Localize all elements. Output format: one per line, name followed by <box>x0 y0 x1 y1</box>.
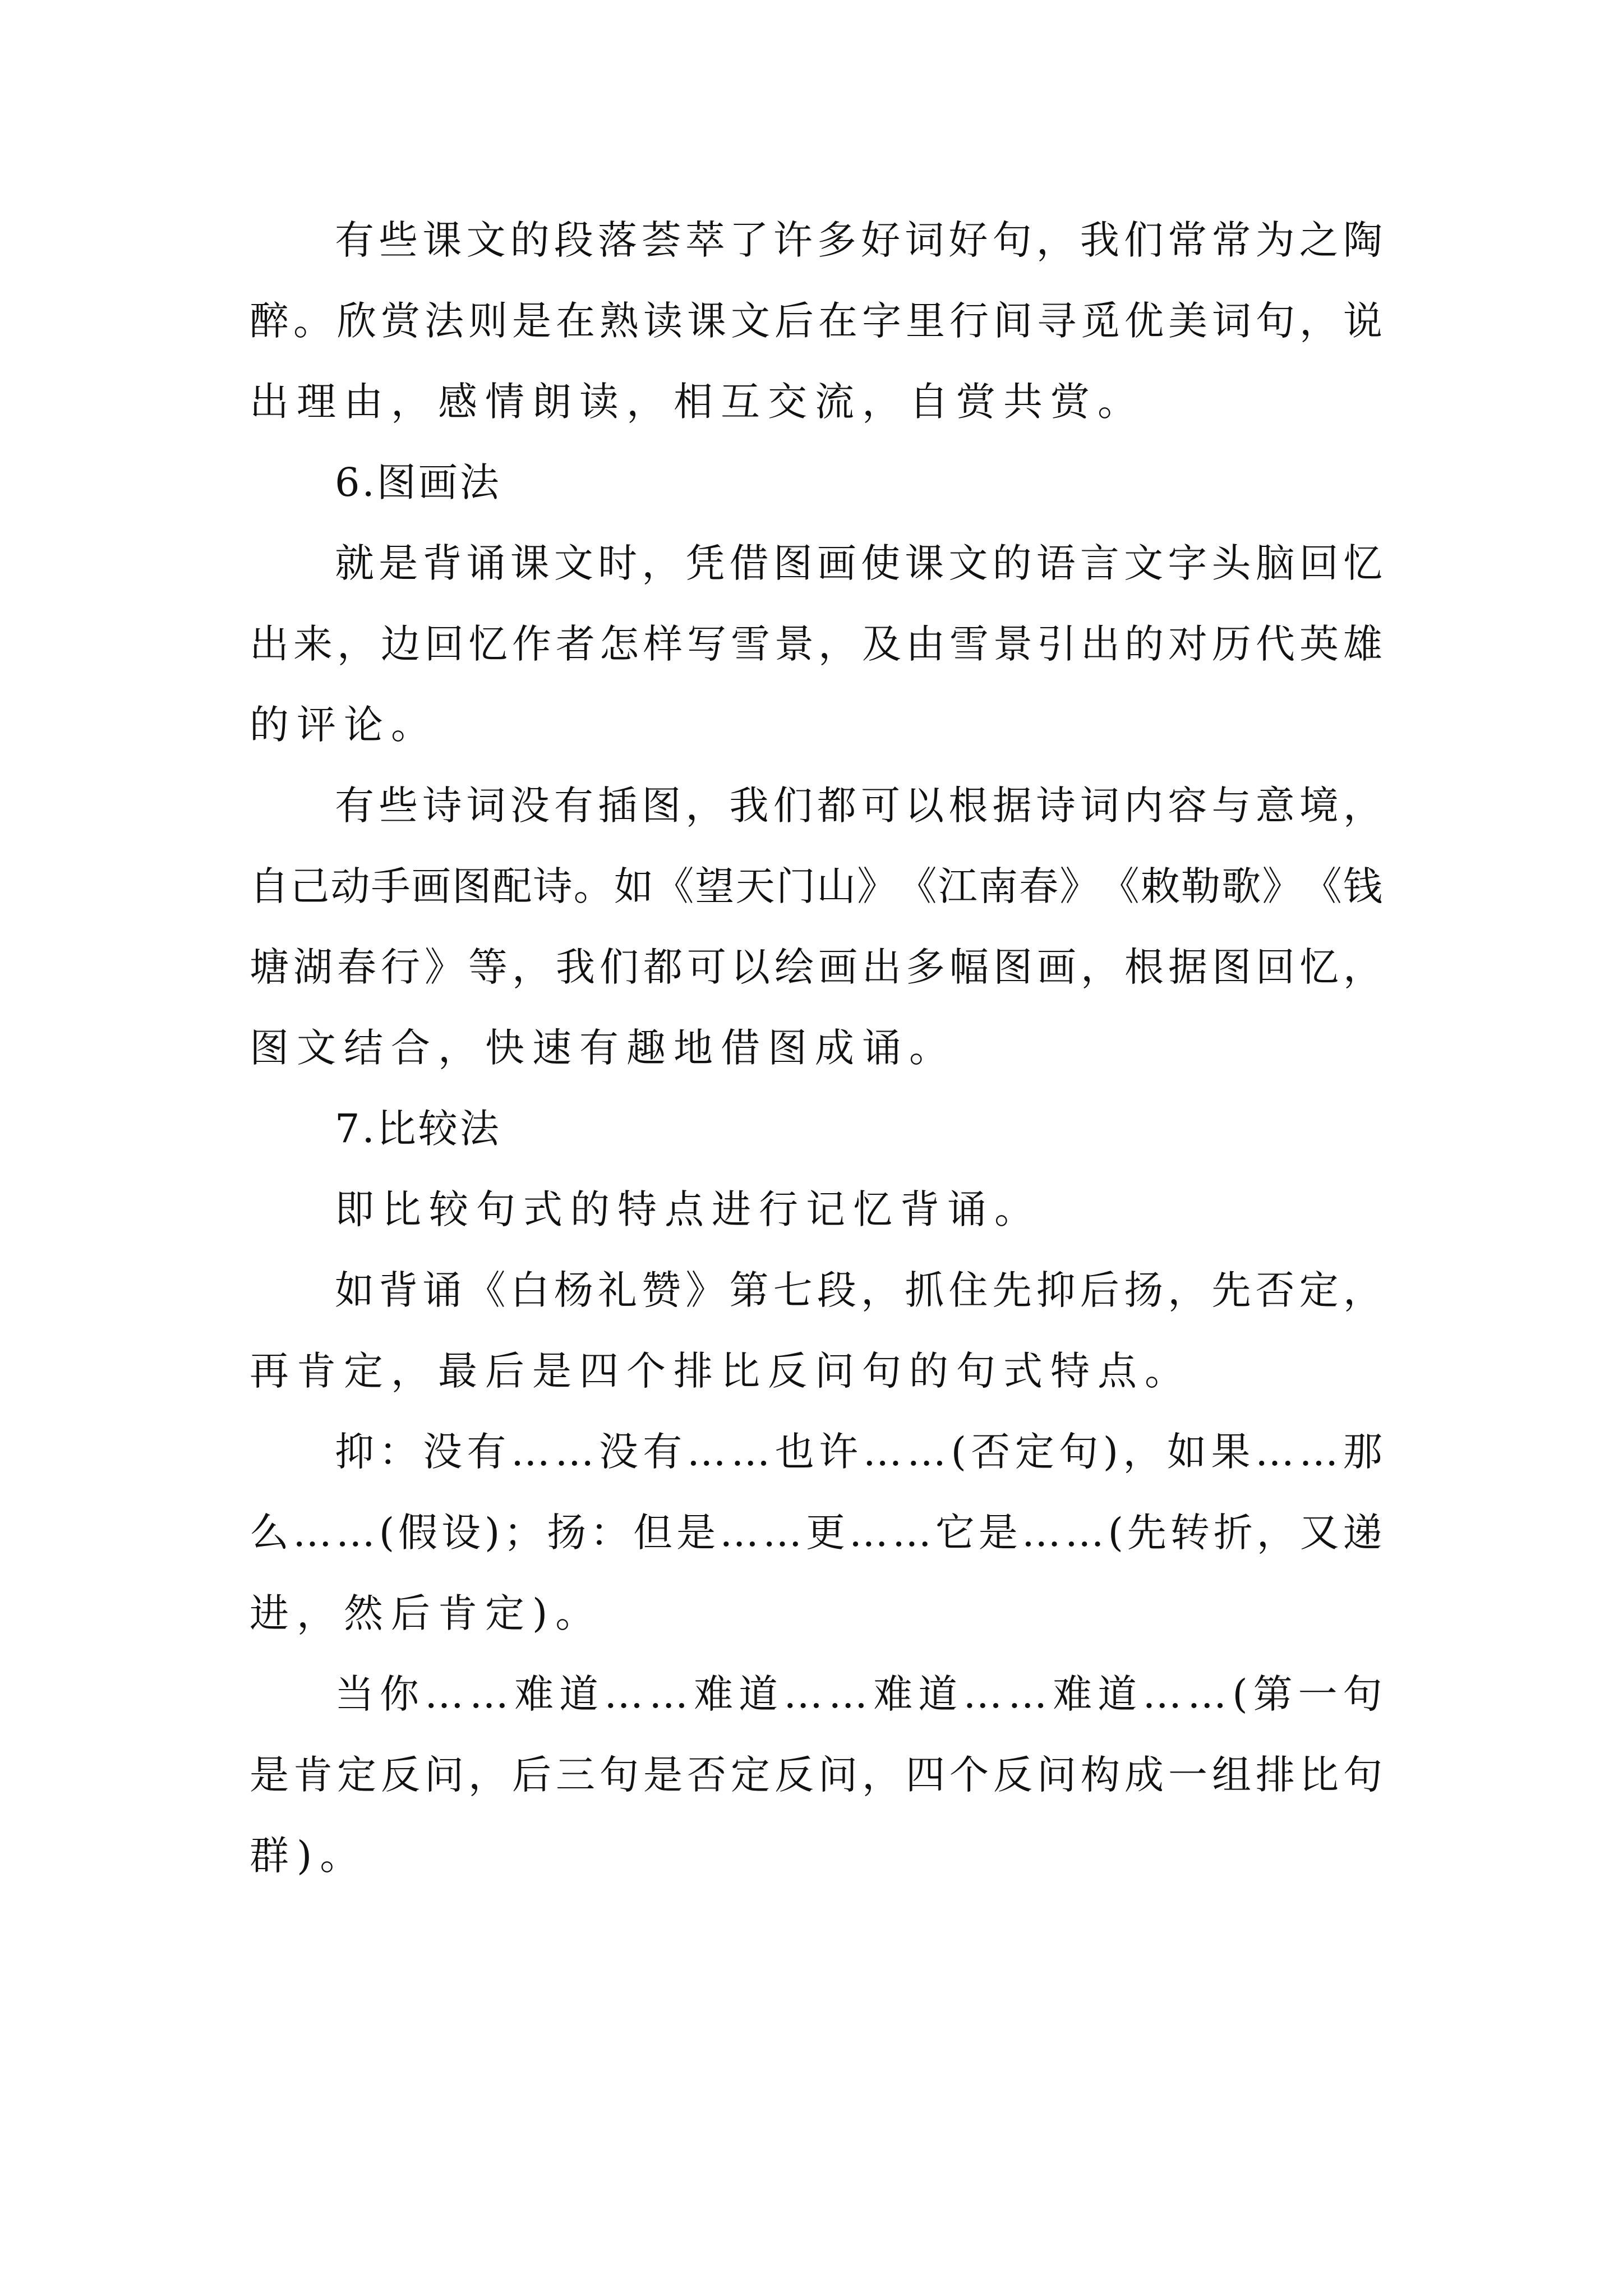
text-line: 醉 。 欣 赏 法 则 是 在 熟 读 课 文 后 在 字 里 行 间 寻 觅 优 美 词 句 ， 说 <box>250 298 1382 344</box>
text-line: 就 是 背 诵 课 文 时 ， 凭 借 图 画 使 课 文 的 语 言 文 字 头 脑 回 忆 <box>335 540 1382 586</box>
text-line: 当 你 … … 难 道 … … 难 道 … … 难 道 … … 难 道 … … ( 第 一 句 <box>335 1671 1382 1717</box>
paragraph-picture-method-desc <box>250 523 1382 765</box>
document-body <box>250 200 1382 1896</box>
paragraph-rhetorical-questions <box>250 1654 1382 1896</box>
text-line: 进，然后肯定)。 <box>250 1590 603 1636</box>
section-heading-picture-method: 6.图画法 <box>335 459 501 505</box>
text-line: 出 来 ， 边 回 忆 作 者 怎 样 写 雪 景 ， 及 由 雪 景 引 出 的 对 历 代 英 雄 <box>250 621 1382 667</box>
text-line: 群)。 <box>250 1833 367 1879</box>
paragraph-appreciation-method <box>250 200 1382 442</box>
paragraph-comparison-desc <box>250 1169 1382 1250</box>
text-line: 是 肯 定 反 问 ， 后 三 句 是 否 定 反 问 ， 四 个 反 问 构 成 一 组 排 比 句 <box>250 1752 1382 1798</box>
paragraph-example-baiyang <box>250 1250 1382 1411</box>
text-line: 如 背 诵 《 白 杨 礼 赞 》 第 七 段 ， 抓 住 先 抑 后 扬 ， 先 否 定 ， <box>335 1267 1382 1313</box>
text-line: 有 些 诗 词 没 有 插 图 ， 我 们 都 可 以 根 据 诗 词 内 容 与 意 境 ， <box>335 783 1382 829</box>
text-line: 有 些 课 文 的 段 落 荟 萃 了 许 多 好 词 好 句 ， 我 们 常 常 为 之 陶 <box>335 217 1382 263</box>
text-line: 抑 ： 没 有 … … 没 有 … … 也 许 … … ( 否 定 句 ) ， 如 果 … … 那 <box>335 1429 1382 1475</box>
text-line: 自 己 动 手 画 图 配 诗 。 如 《 望 天 门 山 》 《 江 南 春 》 《 敕 勒 歌 》 《 钱 <box>250 863 1382 909</box>
text-line: 的评论。 <box>250 702 438 748</box>
text-line: 即比较句式的特点进行记忆背诵。 <box>335 1186 1041 1232</box>
text-line: 再肯定，最后是四个排比反问句的句式特点。 <box>250 1348 1192 1394</box>
paragraph-suppress-raise <box>250 1411 1382 1654</box>
paragraph-poem-illustration <box>250 765 1382 1088</box>
text-line: 么 … … ( 假 设 ) ； 扬 ： 但 是 … … 更 … … 它 是 … … ( 先 转 折 ， 又 递 <box>250 1510 1382 1556</box>
section-heading-comparison-method: 7.比较法 <box>335 1106 501 1152</box>
text-line: 出理由，感情朗读，相互交流，自赏共赏。 <box>250 379 1145 425</box>
text-line: 塘 湖 春 行 》 等 ， 我 们 都 可 以 绘 画 出 多 幅 图 画 ， 根 据 图 回 忆 ， <box>250 944 1382 990</box>
text-line: 图文结合，快速有趣地借图成诵。 <box>250 1025 956 1071</box>
